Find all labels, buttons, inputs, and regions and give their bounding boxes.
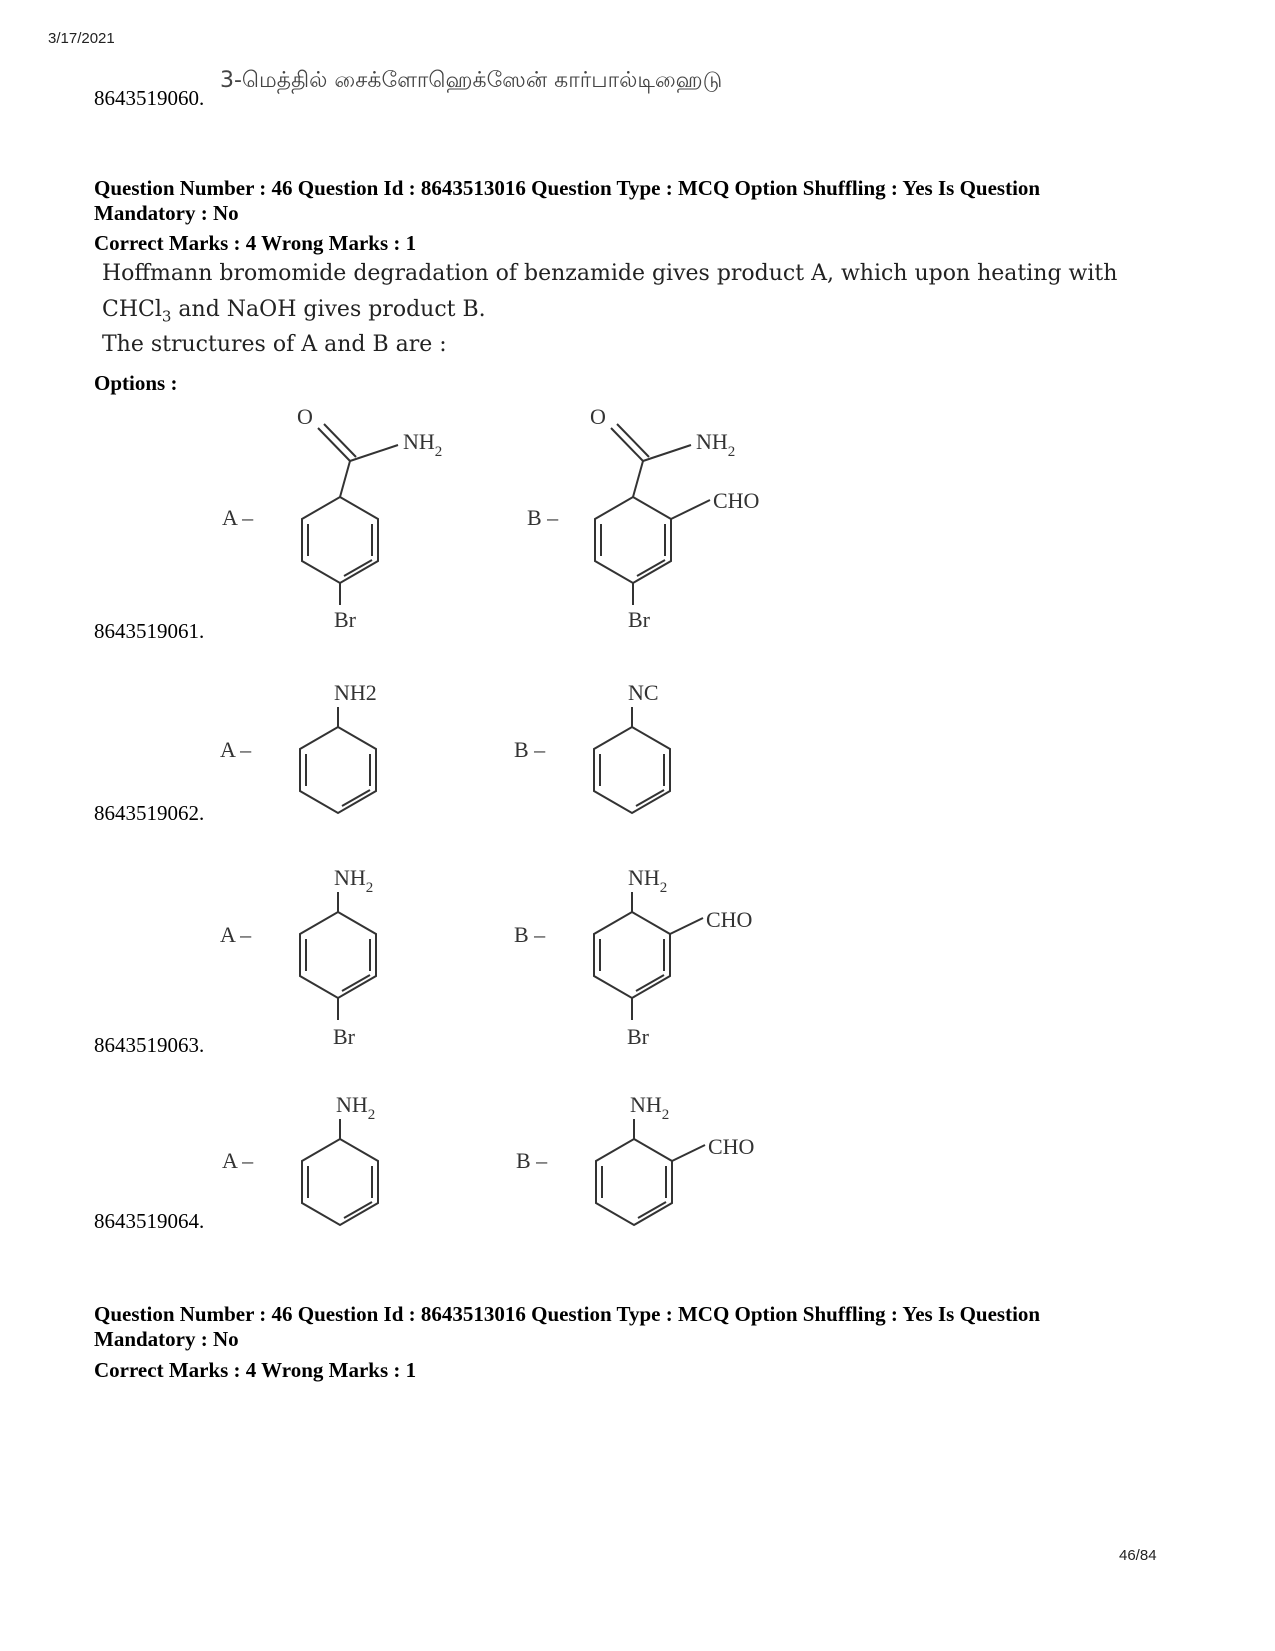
nh2-label: $NH_2$: [630, 1092, 670, 1123]
oxygen-label: O: [297, 404, 313, 429]
structure-3a-label: A –: [220, 922, 252, 947]
question-marks: Correct Marks : 4 Wrong Marks : 1: [94, 231, 417, 255]
structure-3a: [220, 865, 376, 1049]
nc-label: NC: [628, 680, 659, 705]
structure-3b: [514, 865, 752, 1049]
nh2-label: [334, 680, 377, 705]
structure-4a: [222, 1092, 378, 1225]
option-4-structures: [222, 1092, 754, 1225]
structure-4a-label: A –: [222, 1148, 254, 1173]
option-text-tamil: 3-மெத்தில் சைக்ளோஹெக்ஸேன் கார்பால்டிஹைடு: [220, 68, 723, 93]
option-id-prev: 8643519060.: [94, 86, 205, 110]
structure-3b-label: B –: [514, 922, 546, 947]
option-id-4[interactable]: 8643519064.: [94, 1209, 205, 1233]
structure-2a-label: A –: [220, 737, 252, 762]
next-question-header-line1: Question Number : 46 Question Id : 8643513016 Question Type : MCQ Option Shuffling : Yes Is Question: [94, 1302, 1041, 1326]
nh2-label: $NH_2$: [336, 1092, 376, 1123]
question-text-line1: Hoffmann bromomide degradation of benzamide gives product A, which upon heating with: [102, 261, 1118, 286]
nh2-label: $NH_2$: [403, 429, 443, 460]
structure-1a-label: A –: [222, 505, 254, 530]
benzene-ring: [596, 1139, 672, 1225]
structure-4b: [516, 1092, 754, 1225]
cho-label: CHO: [706, 907, 753, 932]
benzene-ring: [302, 497, 378, 583]
structure-1a: [222, 404, 442, 632]
structure-2b-label: B –: [514, 737, 546, 762]
question-header-line2: Mandatory : No: [94, 201, 239, 225]
nh2-label: $NH_2$: [334, 865, 374, 896]
question-text-line2-rest: and NaOH gives product B.: [171, 297, 486, 322]
cho-label: CHO: [713, 488, 760, 513]
question-text-line3: The structures of A and B are :: [102, 332, 447, 357]
benzene-ring: [594, 727, 670, 813]
options-label: Options :: [94, 371, 178, 395]
oxygen-label: O: [590, 404, 606, 429]
benzene-ring: [595, 497, 671, 583]
chcl-subscript: 3: [161, 307, 172, 326]
br-label: Br: [627, 1024, 649, 1049]
option-id-3[interactable]: 8643519063.: [94, 1033, 205, 1057]
option-2-structures: [220, 680, 670, 813]
benzene-ring: [594, 912, 670, 998]
structure-4b-label: B –: [516, 1148, 548, 1173]
structure-1b-label: B –: [527, 505, 559, 530]
cho-label: CHO: [708, 1134, 755, 1159]
benzene-ring: [300, 912, 376, 998]
br-label: Br: [334, 607, 356, 632]
option-3-structures: [220, 865, 752, 1049]
nh2-label: $NH_2$: [696, 429, 736, 460]
page-number: 46/84: [1119, 1547, 1157, 1564]
next-question-marks: Correct Marks : 4 Wrong Marks : 1: [94, 1358, 417, 1382]
nh2-label: $NH_2$: [628, 865, 668, 896]
nh2-text: NH2: [334, 680, 377, 705]
br-label: Br: [628, 607, 650, 632]
option-id-2[interactable]: 8643519062.: [94, 801, 205, 825]
option-1-structures: [222, 404, 759, 632]
br-label: Br: [333, 1024, 355, 1049]
structure-1b: [527, 404, 759, 632]
next-question-header: [94, 1302, 1040, 1352]
next-question-header-line2: Mandatory : No: [94, 1327, 239, 1351]
structure-2a: [220, 680, 377, 813]
structure-2b: [514, 680, 670, 813]
question-header-line1: Question Number : 46 Question Id : 8643513016 Question Type : MCQ Option Shuffling : Yes Is Question: [94, 176, 1041, 200]
benzene-ring: [300, 727, 376, 813]
chcl-text: CHCl: [102, 297, 162, 322]
option-id-1[interactable]: 8643519061.: [94, 619, 205, 643]
print-date: 3/17/2021: [48, 30, 115, 47]
benzene-ring: [302, 1139, 378, 1225]
